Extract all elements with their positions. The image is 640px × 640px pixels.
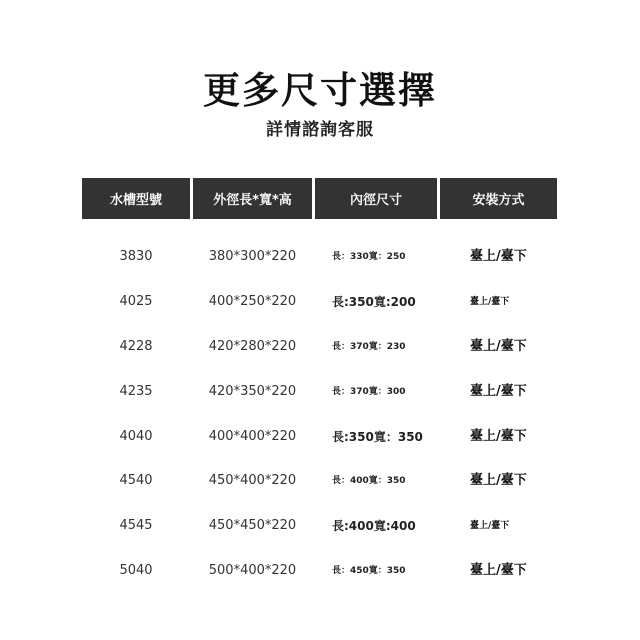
outer-size-cell: 420*280*220 — [208, 339, 297, 354]
model-cell: 4228 — [119, 339, 153, 354]
page-title: 更多尺寸選擇 — [203, 69, 437, 112]
table-row — [82, 561, 558, 581]
outer-size-cell: 420*350*220 — [208, 384, 297, 399]
inner-size-cell: 長：450寬：350 — [332, 566, 406, 576]
header-model: 水槽型號 — [82, 178, 190, 219]
mount-cell: 臺上/臺下 — [470, 429, 527, 444]
mount-cell: 臺上/臺下 — [470, 563, 527, 578]
outer-size-cell: 400*250*220 — [208, 294, 297, 309]
inner-size-cell: 長：370寬：230 — [332, 342, 406, 352]
header-inner-size: 內徑尺寸 — [315, 178, 437, 219]
page-subtitle: 詳情諮詢客服 — [266, 120, 374, 140]
header-mount: 安裝方式 — [440, 178, 557, 219]
inner-size-cell: 長:350寬:200 — [332, 295, 416, 309]
model-cell: 4545 — [119, 518, 153, 533]
mount-cell: 臺上/臺下 — [470, 521, 510, 531]
table-row — [82, 516, 558, 536]
model-cell: 4540 — [119, 473, 153, 488]
outer-size-cell: 400*400*220 — [208, 429, 297, 444]
model-cell: 4040 — [119, 429, 153, 444]
mount-cell: 臺上/臺下 — [470, 249, 527, 264]
mount-cell: 臺上/臺下 — [470, 473, 527, 488]
outer-size-cell: 380*300*220 — [208, 249, 297, 264]
mount-cell: 臺上/臺下 — [470, 339, 527, 354]
header-outer-size: 外徑長*寬*高 — [193, 178, 312, 219]
table-row — [82, 427, 558, 447]
inner-size-cell: 長:400寬:400 — [332, 519, 416, 533]
inner-size-cell: 長:350寬：350 — [332, 430, 423, 444]
outer-size-cell: 450*400*220 — [208, 473, 297, 488]
inner-size-cell: 長：370寬：300 — [332, 387, 406, 397]
table-row — [82, 382, 558, 402]
inner-size-cell: 長：400寬：350 — [332, 476, 406, 486]
model-cell: 4235 — [119, 384, 153, 399]
table-row — [82, 337, 558, 357]
mount-cell: 臺上/臺下 — [470, 384, 527, 399]
table-row — [82, 247, 558, 267]
inner-size-cell: 長：330寬：250 — [332, 252, 406, 262]
model-cell: 3830 — [119, 249, 153, 264]
mount-cell: 臺上/臺下 — [470, 297, 510, 307]
table-row — [82, 471, 558, 491]
table-row — [82, 292, 558, 312]
model-cell: 4025 — [119, 294, 153, 309]
outer-size-cell: 500*400*220 — [208, 563, 297, 578]
model-cell: 5040 — [119, 563, 153, 578]
outer-size-cell: 450*450*220 — [208, 518, 297, 533]
